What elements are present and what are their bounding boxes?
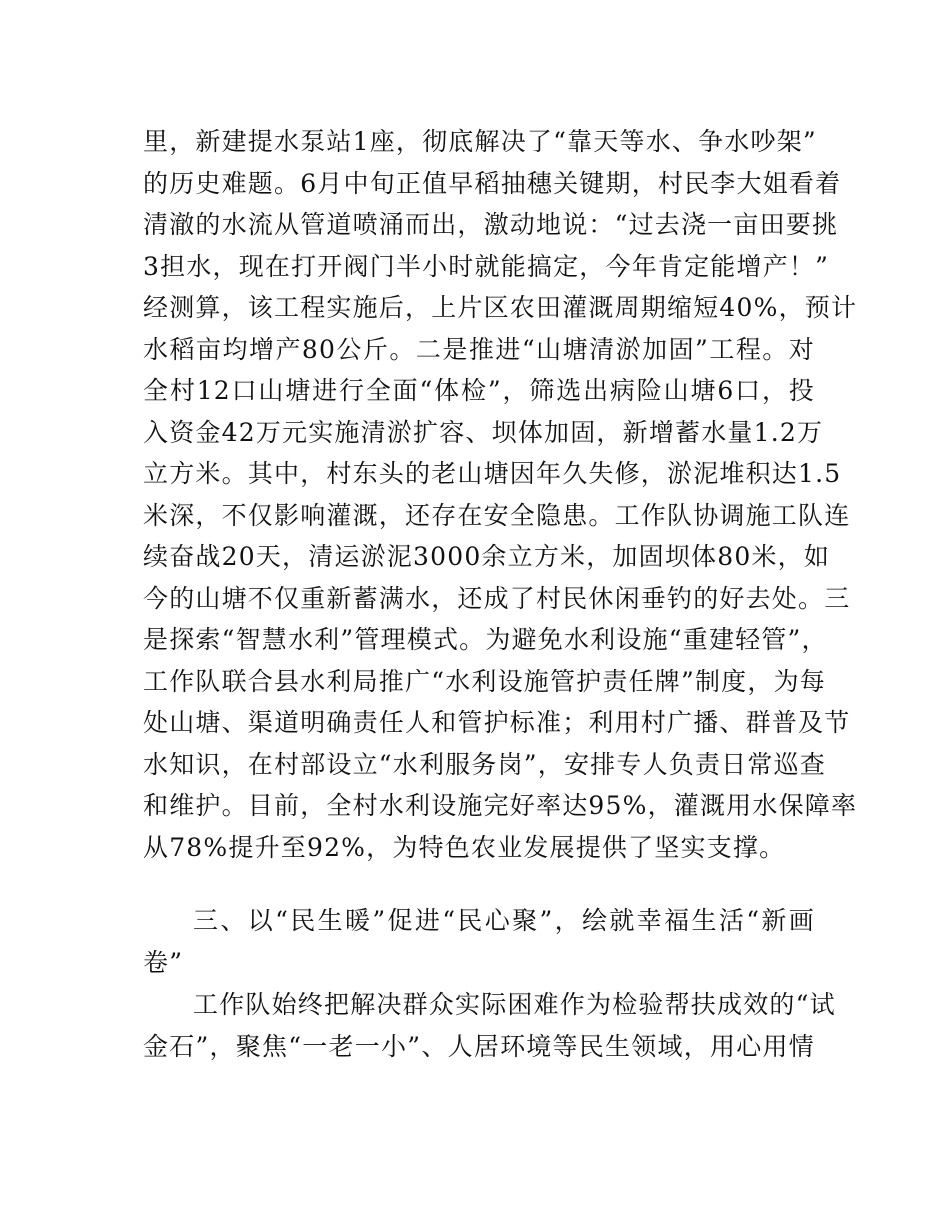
section-heading	[143, 900, 815, 983]
text-line: 今的山塘不仅重新蓄满水，还成了村民休闲垂钓的好去处。三	[143, 583, 851, 613]
text-line: 经测算，该工程实施后，上片区农田灌溉周期缩短40%，预计	[143, 293, 858, 322]
text-line: 工作队始终把解决群众实际困难作为检验帮扶成效的“试	[193, 990, 836, 1019]
text-line: 清澈的水流从管道喷涌而出，激动地说：“过去浇一亩田要挑	[143, 210, 839, 239]
text-line: 金石”，聚焦“一老一小”、人居环境等民生领域，用心用情	[143, 1031, 815, 1061]
text-line: 续奋战20天，清运淤泥3000余立方米，加固坝体80米，如	[143, 542, 831, 571]
heading-line: 三、以“民生暖”促进“民心聚”，绘就幸福生活“新画	[193, 906, 815, 935]
text-line: 全村12口山塘进行全面“体检”，筛选出病险山塘6口，投	[143, 376, 815, 405]
text-line: 是探索“智慧水利”管理模式。为避免水利设施“重建轻管”，	[143, 625, 828, 654]
text-line: 里，新建提水泵站1座，彻底解决了“靠天等水、争水吵架”	[143, 127, 817, 156]
text-line: 从78%提升至92%，为特色农业发展提供了坚实支撑。	[143, 832, 786, 862]
text-line: 水知识，在村部设立“水利服务岗”，安排专人负责日常巡查	[143, 749, 826, 779]
body-paragraph-continued	[143, 121, 858, 868]
text-line: 入资金42万元实施清淤扩容、坝体加固，新增蓄水量1.2万	[143, 417, 824, 447]
text-line: 水稻亩均增产80公斤。二是推进“山塘清淤加固”工程。对	[143, 334, 815, 364]
body-paragraph-next	[143, 984, 836, 1067]
heading-line: 卷”	[143, 947, 184, 977]
text-line: 工作队联合县水利局推广“水利设施管护责任牌”制度，为每	[143, 666, 826, 696]
text-line: 3担水，现在打开阀门半小时就能搞定，今年肯定能增产！”	[143, 251, 830, 281]
text-line: 处山塘、渠道明确责任人和管护标准；利用村广播、群普及节	[143, 708, 851, 737]
text-line: 立方米。其中，村东头的老山塘因年久失修，淤泥堆积达1.5	[143, 459, 842, 488]
text-line: 米深，不仅影响灌溉，还存在安全隐患。工作队协调施工队连	[143, 500, 851, 530]
text-line: 和维护。目前，全村水利设施完好率达95%，灌溉用水保障率	[143, 791, 858, 820]
text-line: 的历史难题。6月中旬正值早稻抽穗关键期，村民李大姐看着	[143, 168, 842, 198]
